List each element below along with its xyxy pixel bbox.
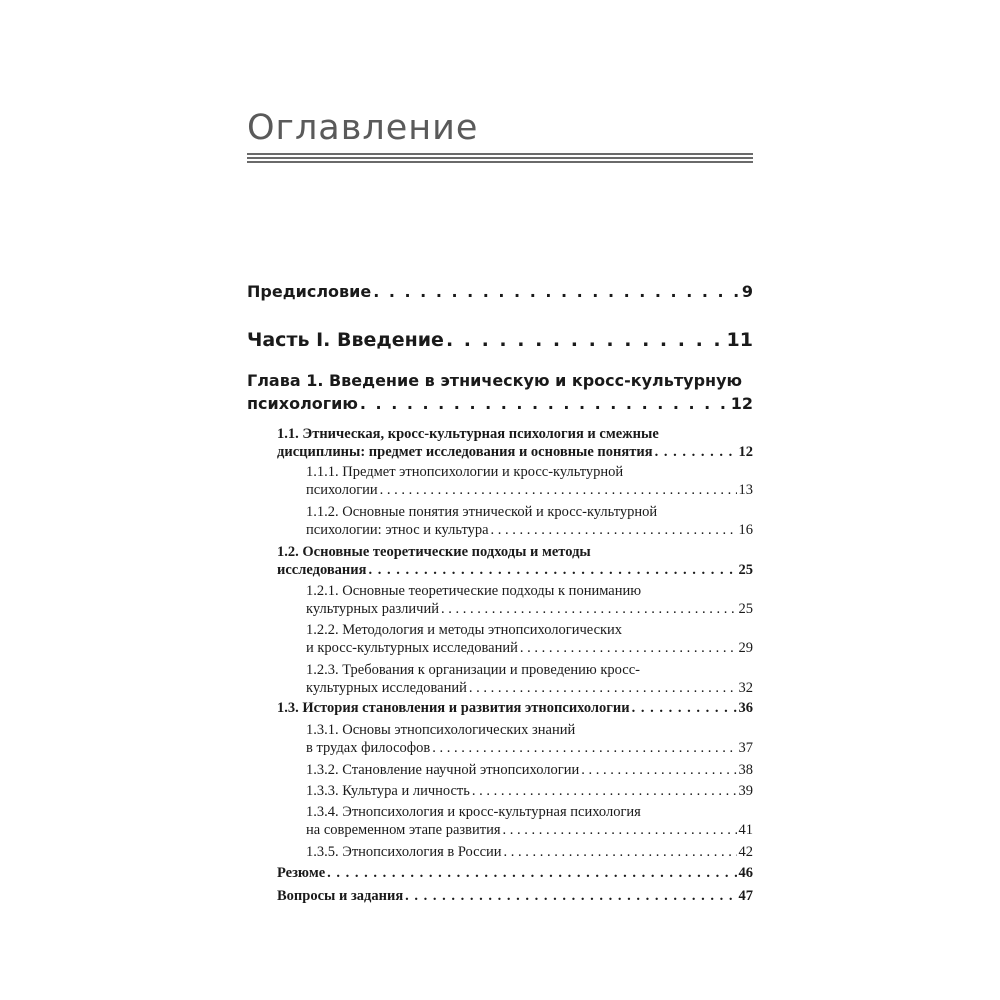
dot-leader [632,699,737,717]
dot-leader [581,761,736,779]
toc-entry-title: 1.3.5. Этнопсихология в России [306,844,502,860]
dot-leader [441,600,737,618]
page-number: 32 [738,680,753,696]
page-number: 16 [738,522,753,538]
toc-entry-1-2-3[interactable] [306,661,753,697]
toc-entry-title: Предисловие [247,282,372,301]
dot-leader [503,821,737,839]
toc-entry-1-3-3[interactable] [306,782,753,800]
dot-leader [432,739,736,757]
page-number: 42 [738,844,753,860]
page-number: 11 [726,329,753,351]
toc-entry-questions[interactable] [277,887,753,905]
toc-entry-title: 1.2.3. Требования к организации и проведению кросс- [306,662,640,678]
page-number: 12 [730,394,753,413]
toc-entry-preface[interactable] [247,282,753,301]
toc-entry-summary[interactable] [277,864,753,882]
toc-entry-title: 1.1.1. Предмет этнопсихологии и кросс-культурной [306,464,624,480]
toc-entry-title-cont: культурных исследований [306,680,467,696]
dot-leader [504,843,737,861]
toc-entry-title-cont: исследования [277,562,367,578]
page-number: 37 [738,740,753,756]
toc-entry-title-cont: и кросс-культурных исследований [306,640,518,656]
page-number: 47 [738,888,753,904]
toc-entry-1-3-4[interactable] [306,803,753,839]
page-number: 29 [738,640,753,656]
toc-entry-title: 1.3.2. Становление научной этнопсихологии [306,762,580,778]
toc-entry-1-2-2[interactable] [306,621,753,657]
page-number: 36 [738,700,753,716]
dot-leader [491,521,737,539]
toc-entry-chapter-1[interactable] [247,369,753,415]
dot-leader [655,443,737,461]
toc-entry-title-cont: культурных различий [306,601,439,617]
title-rule [247,153,753,155]
toc-entry-title: Резюме [277,865,326,881]
toc-entry-1-3-2[interactable] [306,761,753,779]
toc-entry-title: 1.3.1. Основы этнопсихологических знаний [306,722,576,738]
toc-entry-title-cont: на современном этапе развития [306,822,501,838]
page-number: 46 [738,865,753,881]
page-number: 38 [738,762,753,778]
toc-entry-1-2-1[interactable] [306,582,753,618]
toc-entry-title: Часть I. Введение [247,329,444,351]
dot-leader [520,639,737,657]
dot-leader [405,887,736,905]
toc-entry-title: 1.2. Основные теоретические подходы и методы [277,544,591,560]
toc-entry-title: Вопросы и задания [277,888,404,904]
page-number: 25 [738,601,753,617]
page-number: 39 [738,783,753,799]
page-number: 12 [738,444,753,460]
toc-entry-title: 1.1.2. Основные понятия этнической и кросс-культурной [306,504,658,520]
toc-entry-1-1-2[interactable] [306,503,753,539]
page-number: 41 [738,822,753,838]
toc-entry-1-3-5[interactable] [306,843,753,861]
toc-entry-title: 1.3. История становления и развития этнопсихологии [277,700,630,716]
page-title: Оглавление [247,108,479,148]
toc-entry-1-2[interactable] [277,543,753,579]
dot-leader [446,329,725,351]
dot-leader [380,481,737,499]
dot-leader [373,282,740,301]
toc-entry-1-1-1[interactable] [306,463,753,499]
toc-entry-1-3-1[interactable] [306,721,753,757]
toc-entry-title: 1.2.1. Основные теоретические подходы к пониманию [306,583,642,599]
toc-entry-title: Глава 1. Введение в этническую и кросс-культурную [247,371,743,390]
dot-leader [368,561,736,579]
toc-entry-title-cont: психологии [306,482,378,498]
toc-entry-1-1[interactable] [277,425,753,461]
toc-entry-title: 1.3.3. Культура и личность [306,783,470,799]
toc-entry-1-3[interactable] [277,699,753,717]
toc-entry-title-cont: дисциплины: предмет исследования и основные понятия [277,444,653,460]
toc-entry-title: 1.3.4. Этнопсихология и кросс-культурная психология [306,804,641,820]
title-rule [247,161,753,163]
dot-leader [469,679,737,697]
page-number: 13 [738,482,753,498]
toc-entry-title-cont: психологии: этнос и культура [306,522,489,538]
title-rule [247,157,753,159]
dot-leader [327,864,736,882]
toc-entry-title-cont: в трудах философов [306,740,431,756]
toc-entry-title-cont: психологию [247,394,358,413]
toc-entry-title: 1.2.2. Методология и методы этнопсихологических [306,622,623,638]
page-number: 25 [738,562,753,578]
page-number: 9 [741,282,753,301]
toc-entry-title: 1.1. Этническая, кросс-культурная психология и смежные [277,426,659,442]
dot-leader [472,782,737,800]
toc-entry-part-1[interactable] [247,329,753,351]
dot-leader [360,392,729,415]
